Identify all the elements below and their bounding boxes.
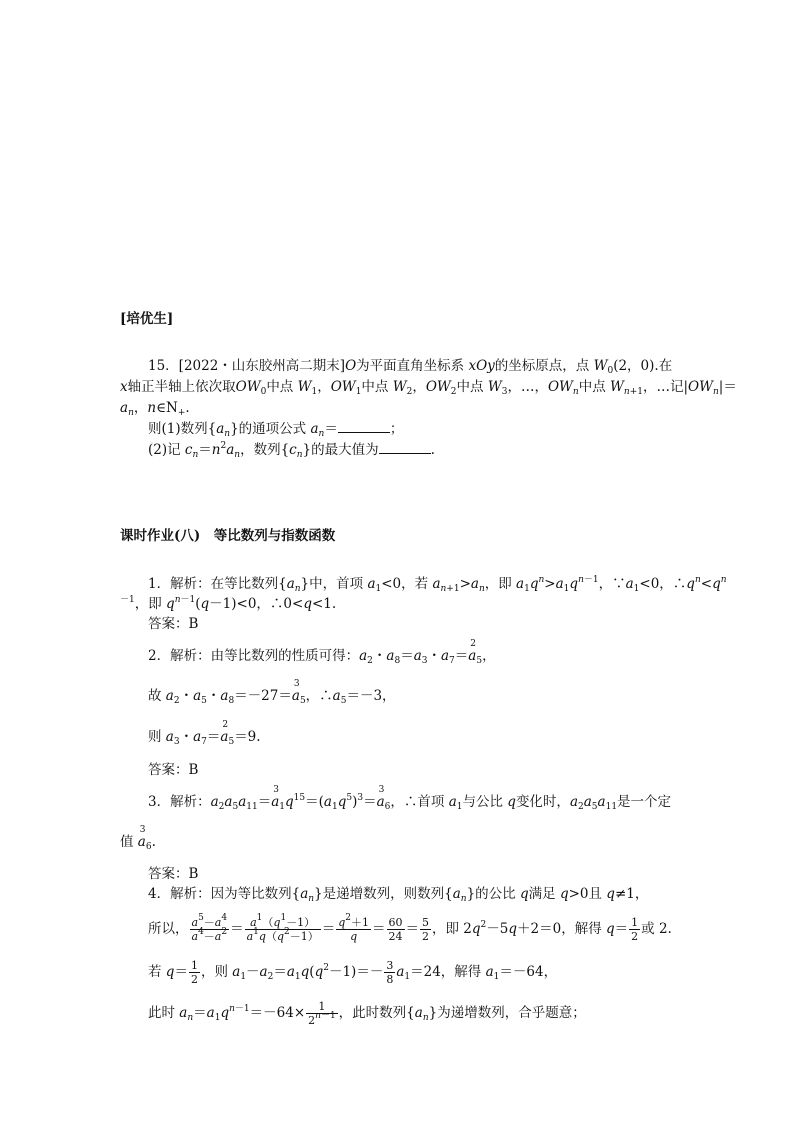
solution3-line2: 值 $a_6$ 3 . xyxy=(120,825,156,852)
problem15-line2: x轴正半轴上依次取$OW_0$中点 $W_1$，$OW_1$中点 $W_2$，$OW_2$中点 $W_3$，…，$OW_n$中点 $W_{n+1}$，…记$|OW_n|=$ xyxy=(120,379,737,397)
solution4-line1: 4．解析：因为等比数列$\{a_n\}$是递增数列，则数列$\{a_n\}$的公比 q满足 q>0且 q≠1， xyxy=(148,886,649,904)
solution2-answer: 答案：B xyxy=(148,762,199,778)
solution2-line3: 则 $a_3$・$a_7=a_5$ 2 ＝9. xyxy=(148,720,261,747)
solution1-line1: 1．解析：在等比数列$\{a_n\}$中，首项 $a_1<0$，若 $a_{n+1}>a_n$，即 $a_1q^n>a_1q^{n-1}$，$\because a_1<0$，$\therefore q^n<q^n$ xyxy=(148,575,727,594)
answer-blank-2[interactable] xyxy=(379,441,431,454)
solution1-answer: 答案：B xyxy=(148,616,199,632)
solution2-line2: 故 $a_2$・$a_5$・$a_8=-27=a_5$ 3 ，$\therefore a_5=-3$， xyxy=(148,679,396,706)
problem15-q2: (2)记 $c_n=n^2a_n$，数列$\{c_n\}$的最大值为 . xyxy=(148,441,435,460)
solution2-line1: 2．解析：由等比数列的性质可得：$a_2$・$a_8=a_3$・$a_7=a_5$ 2 ， xyxy=(148,639,496,666)
solution4-line4: 此时 $a_n=a_1q^{n-1}=-64\times$ $\frac{1}{2^{n-1}}$ ，此时数列$\{a_n\}$为递增数列，合乎题意； xyxy=(148,1000,586,1027)
answer-blank-1[interactable] xyxy=(338,420,390,433)
problem15-line1: 15．[2022・山东胶州高二期末]O为平面直角坐标系 xOy的坐标原点，点 $W_0(2$，0).在 xyxy=(148,358,673,376)
solution1-line2: $^{-1}$，即 $q^{n-1}(q-1)<0$，∴0<q<1. xyxy=(120,595,337,612)
problem15-line3: $a_n$，$n\in N_+$. xyxy=(120,400,190,418)
solution3-line1: 3．解析：$a_2a_5a_{11}=a_1$ 3 $q^{15}=(a_1q^5)^3=a_6$ 3 ，∴首项 $a_1$与公比 q变化时，$a_2a_5a_{11}$是一个定 xyxy=(148,785,672,812)
homework-heading: 课时作业(八) 等比数列与指数函数 xyxy=(120,528,336,544)
solution4-line2: 所以， $\frac{a^5-a^4}{a^4-a^2}$ ＝ $\frac{a^1(q^1-1)}{a^1q(q^2-1)}$ ＝ $\frac{q^2+1}{q}$ ＝ $\frac{60}{24}$ ＝ $\frac{5}{2}$ ，即 $2q^2-5q+2=0$，解得 q＝ $\frac{1}{2}$ 或 2. xyxy=(148,913,672,943)
solution3-answer: 答案：B xyxy=(148,866,199,882)
section-label: [培优生] xyxy=(120,311,174,327)
solution4-line3: 若 q＝ $\frac{1}{2}$ ，则 $a_1-a_2=a_1q(q^2-1)=-$ $\frac{3}{8}$ $a_1=24$，解得 $a_1=-64$， xyxy=(148,959,558,986)
problem15-q1: 则(1)数列$\{a_n\}$的通项公式 $a_n=$ ； xyxy=(148,421,404,439)
